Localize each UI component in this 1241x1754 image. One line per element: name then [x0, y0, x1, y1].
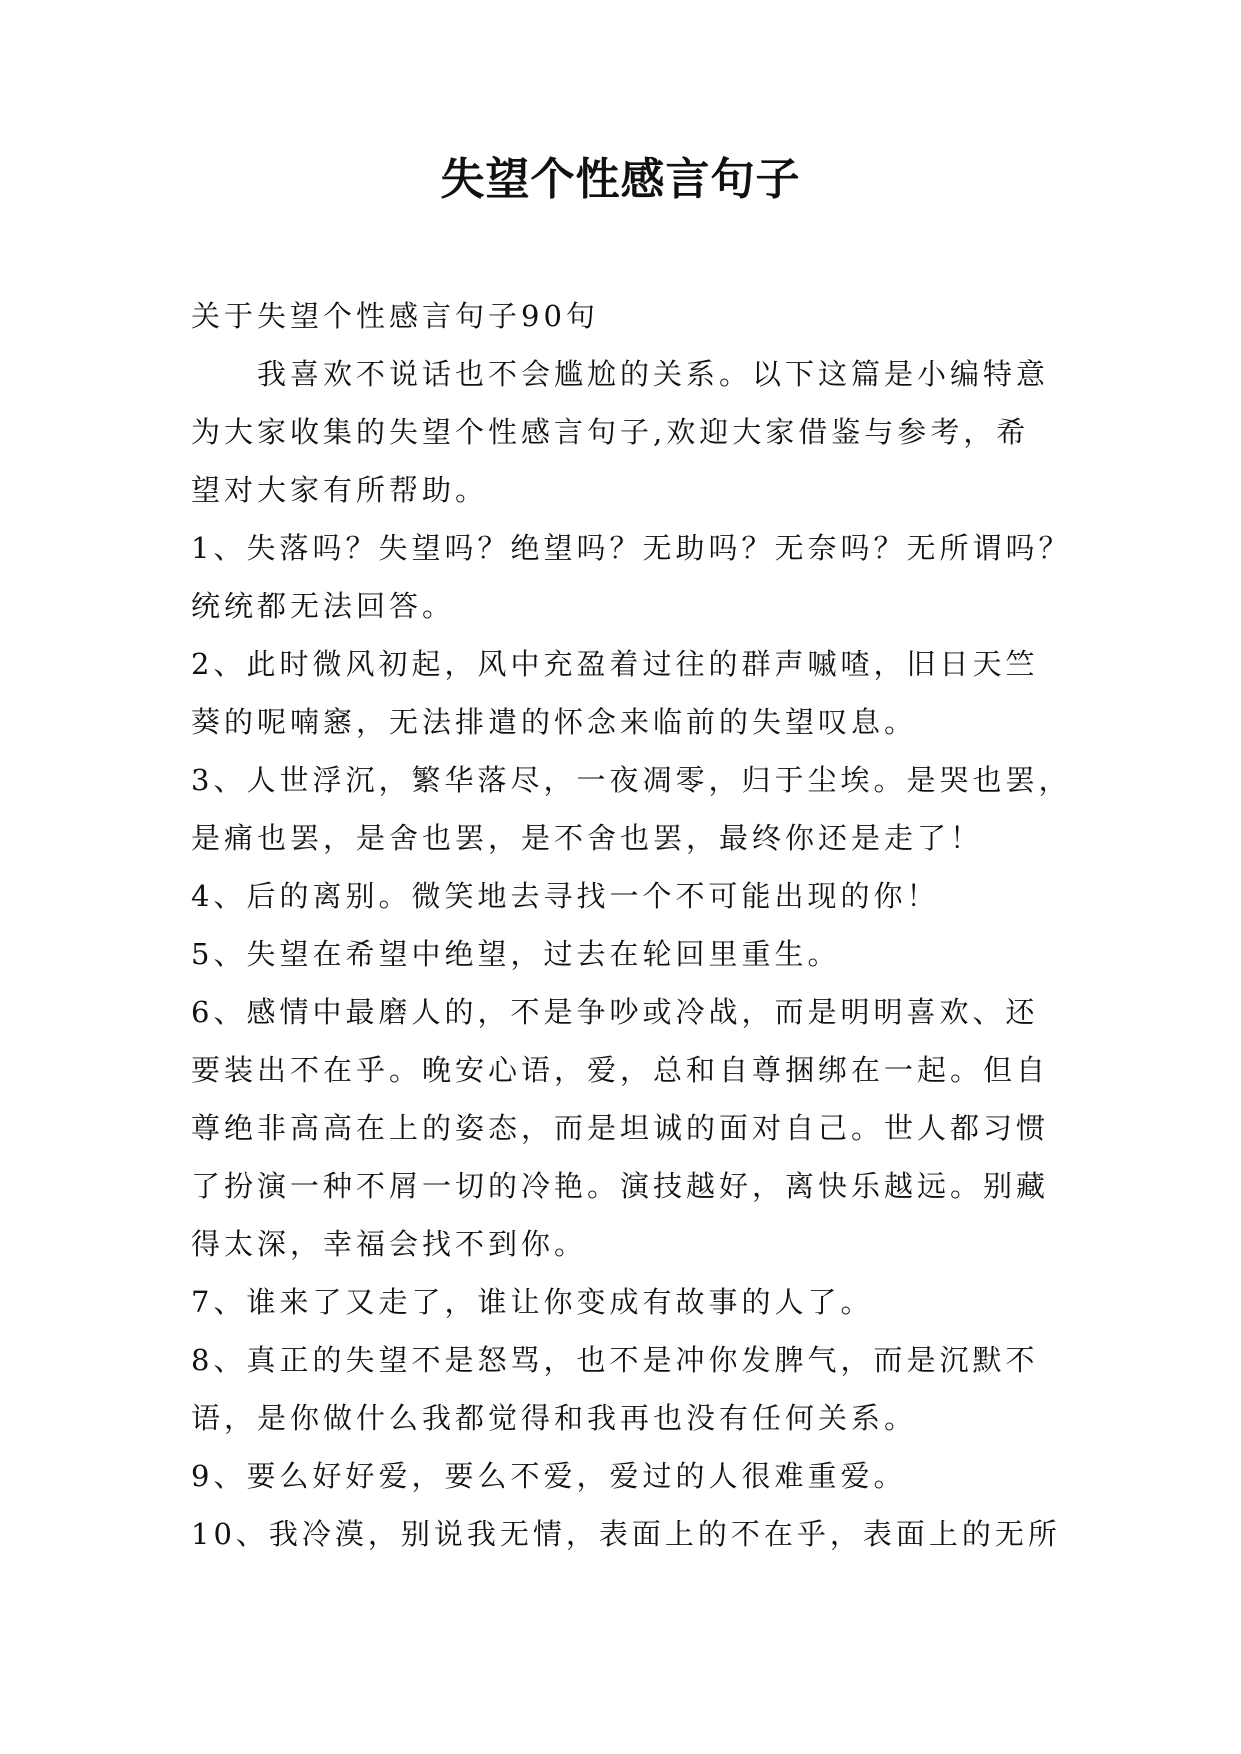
quote-line: 统统都无法回答。 — [191, 589, 456, 623]
intro-line: 为大家收集的失望个性感言句子,欢迎大家借鉴与参考，希 — [191, 415, 1030, 449]
document-title: 失望个性感言句子 — [440, 154, 801, 205]
quote-line: 得太深，幸福会找不到你。 — [191, 1227, 588, 1261]
intro-line: 我喜欢不说话也不会尴尬的关系。以下这篇是小编特意 — [257, 357, 1050, 391]
quote-line: 9、要么好好爱，要么不爱，爱过的人很难重爱。 — [191, 1459, 907, 1493]
quote-line: 语，是你做什么我都觉得和我再也没有任何关系。 — [191, 1401, 918, 1435]
quote-line: 尊绝非高高在上的姿态，而是坦诚的面对自己。世人都习惯 — [191, 1111, 1050, 1145]
subtitle-line: 关于失望个性感言句子90句 — [191, 299, 599, 333]
quote-line: 2、此时微风初起，风中充盈着过往的群声嘁喳，旧日天竺 — [191, 647, 1039, 681]
quote-line: 4、后的离别。微笑地去寻找一个不可能出现的你！ — [191, 879, 940, 913]
quote-line: 要装出不在乎。晚安心语，爱，总和自尊捆绑在一起。但自 — [191, 1053, 1050, 1087]
quote-line: 3、人世浮沉，繁华落尽，一夜凋零，归于尘埃。是哭也罢， — [191, 763, 1072, 797]
quote-line: 5、失望在希望中绝望，过去在轮回里重生。 — [191, 937, 841, 971]
quote-line: 7、谁来了又走了，谁让你变成有故事的人了。 — [191, 1285, 874, 1319]
quote-line: 了扮演一种不屑一切的冷艳。演技越好，离快乐越远。别藏 — [191, 1169, 1050, 1203]
quote-line: 是痛也罢，是舍也罢，是不舍也罢，最终你还是走了！ — [191, 821, 984, 855]
quote-line: 6、感情中最磨人的，不是争吵或冷战，而是明明喜欢、还 — [191, 995, 1039, 1029]
quote-line: 葵的呢喃窸，无法排遣的怀念来临前的失望叹息。 — [191, 705, 918, 739]
quote-line: 10、我冷漠，别说我无情，表面上的不在乎，表面上的无所 — [191, 1517, 1061, 1551]
document-body — [191, 287, 1071, 1563]
intro-line: 望对大家有所帮助。 — [191, 473, 489, 507]
quote-line: 1、失落吗？失望吗？绝望吗？无助吗？无奈吗？无所谓吗？ — [191, 531, 1072, 565]
quote-line: 8、真正的失望不是怒骂，也不是冲你发脾气，而是沉默不 — [191, 1343, 1039, 1377]
